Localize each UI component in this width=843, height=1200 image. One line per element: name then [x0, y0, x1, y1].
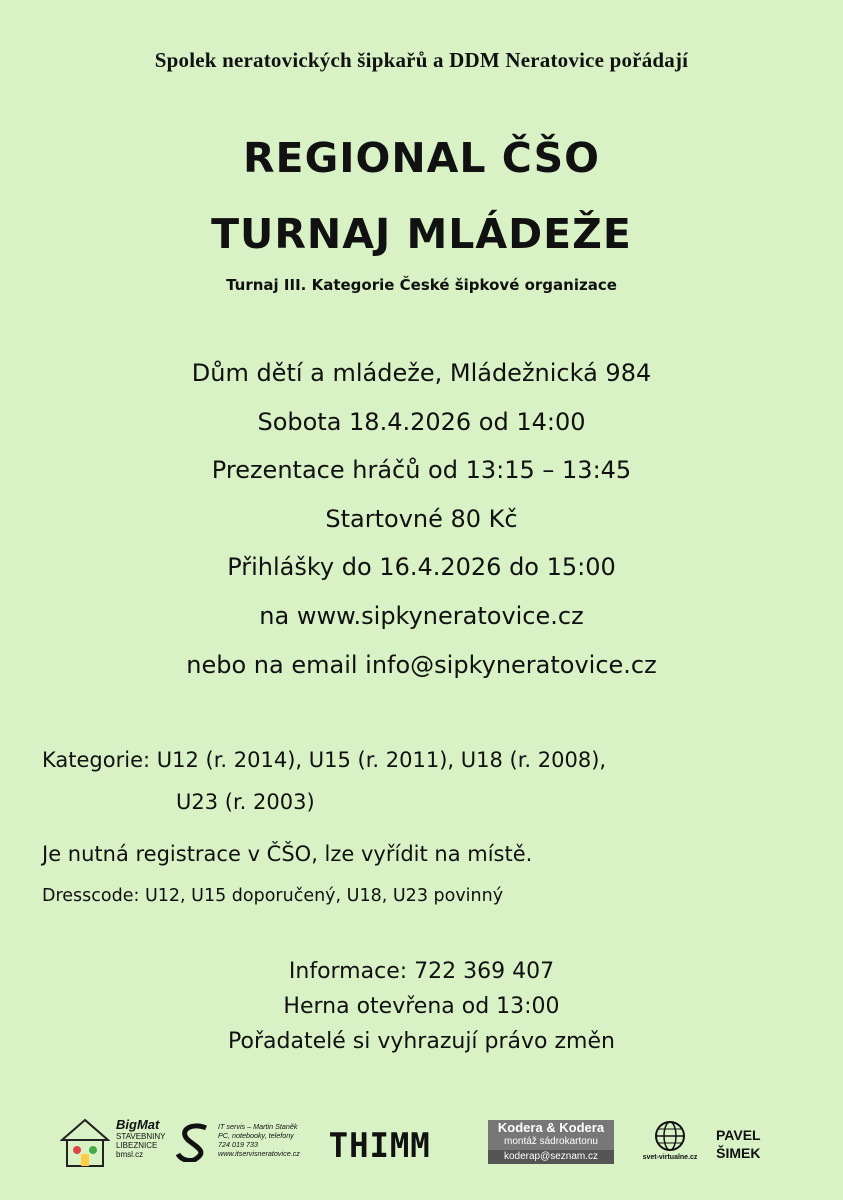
itservis-text — [218, 1122, 300, 1158]
globe-icon — [652, 1120, 688, 1152]
event-details — [0, 353, 843, 693]
svet-virtualne-logo — [624, 1120, 716, 1161]
contact-block — [0, 956, 843, 1061]
itservis-phone: 724 019 733 — [218, 1140, 258, 1149]
detail-registration-time: Prezentace hráčů od 13:15 – 13:45 — [211, 456, 632, 485]
event-subtitle: Turnaj III. Kategorie České šipkové organizace — [226, 276, 617, 294]
kodera-name: Kodera & Kodera — [497, 1120, 605, 1135]
svet-web: svet-virtualne.cz — [642, 1154, 698, 1161]
rights-note: Pořadatelé si vyhrazují právo změn — [228, 1029, 615, 1054]
ddm-house-logo — [60, 1118, 110, 1174]
kodera-logo — [488, 1120, 614, 1164]
itservis-s-logo — [174, 1122, 214, 1166]
organizer-line: Spolek neratovických šipkařů a DDM Neratovice pořádají — [154, 48, 689, 72]
detail-fee: Startovné 80 Kč — [325, 504, 518, 533]
itservis-web: www.itservisneratovice.cz — [218, 1149, 300, 1158]
itservis-line1: IT servis – Martin Staněk — [218, 1122, 298, 1131]
detail-signup-deadline: Přihlášky do 16.4.2026 do 15:00 — [227, 553, 616, 582]
event-title-line2: TURNAJ MLÁDEŽE — [211, 210, 632, 258]
pavel-last: ŠIMEK — [716, 1145, 761, 1161]
bigmat-logo — [116, 1118, 166, 1159]
bigmat-web: bmsl.cz — [116, 1150, 144, 1159]
detail-date: Sobota 18.4.2026 od 14:00 — [257, 407, 586, 436]
contact-phone: Informace: 722 369 407 — [288, 959, 555, 984]
categories-line1: Kategorie: U12 (r. 2014), U15 (r. 2011), U18 (r. 2008), — [42, 748, 607, 772]
detail-venue: Dům dětí a mládeže, Mládežnická 984 — [191, 359, 652, 387]
event-title-line1: REGIONAL ČŠO — [242, 134, 601, 182]
bigmat-line1: STAVEBNINY — [116, 1132, 166, 1141]
itservis-line2: PC, notebooky, telefony — [218, 1131, 294, 1140]
thimm-logo: THIMM — [328, 1126, 431, 1166]
kodera-email: koderap@seznam.cz — [488, 1150, 614, 1164]
bigmat-line2: LIBEZNICE — [116, 1141, 158, 1150]
house-icon — [60, 1118, 110, 1170]
registration-note: Je nutná registrace v ČŠO, lze vyřídit na místě. — [42, 842, 533, 866]
dresscode-note: Dresscode: U12, U15 doporučený, U18, U23 povinný — [42, 886, 504, 906]
pavel-simek-logo — [716, 1126, 761, 1162]
itservis-icon — [174, 1122, 214, 1162]
hall-opening: Herna otevřena od 13:00 — [283, 994, 560, 1019]
sponsor-logos — [0, 1112, 843, 1172]
bigmat-name: BigMat — [116, 1117, 160, 1132]
categories-line2: U23 (r. 2003) — [176, 790, 315, 814]
detail-email: nebo na email info@sipkyneratovice.cz — [186, 650, 657, 679]
detail-website: na www.sipkyneratovice.cz — [259, 601, 584, 630]
kodera-service: montáž sádrokartonu — [504, 1136, 598, 1147]
pavel-first: PAVEL — [716, 1127, 761, 1143]
